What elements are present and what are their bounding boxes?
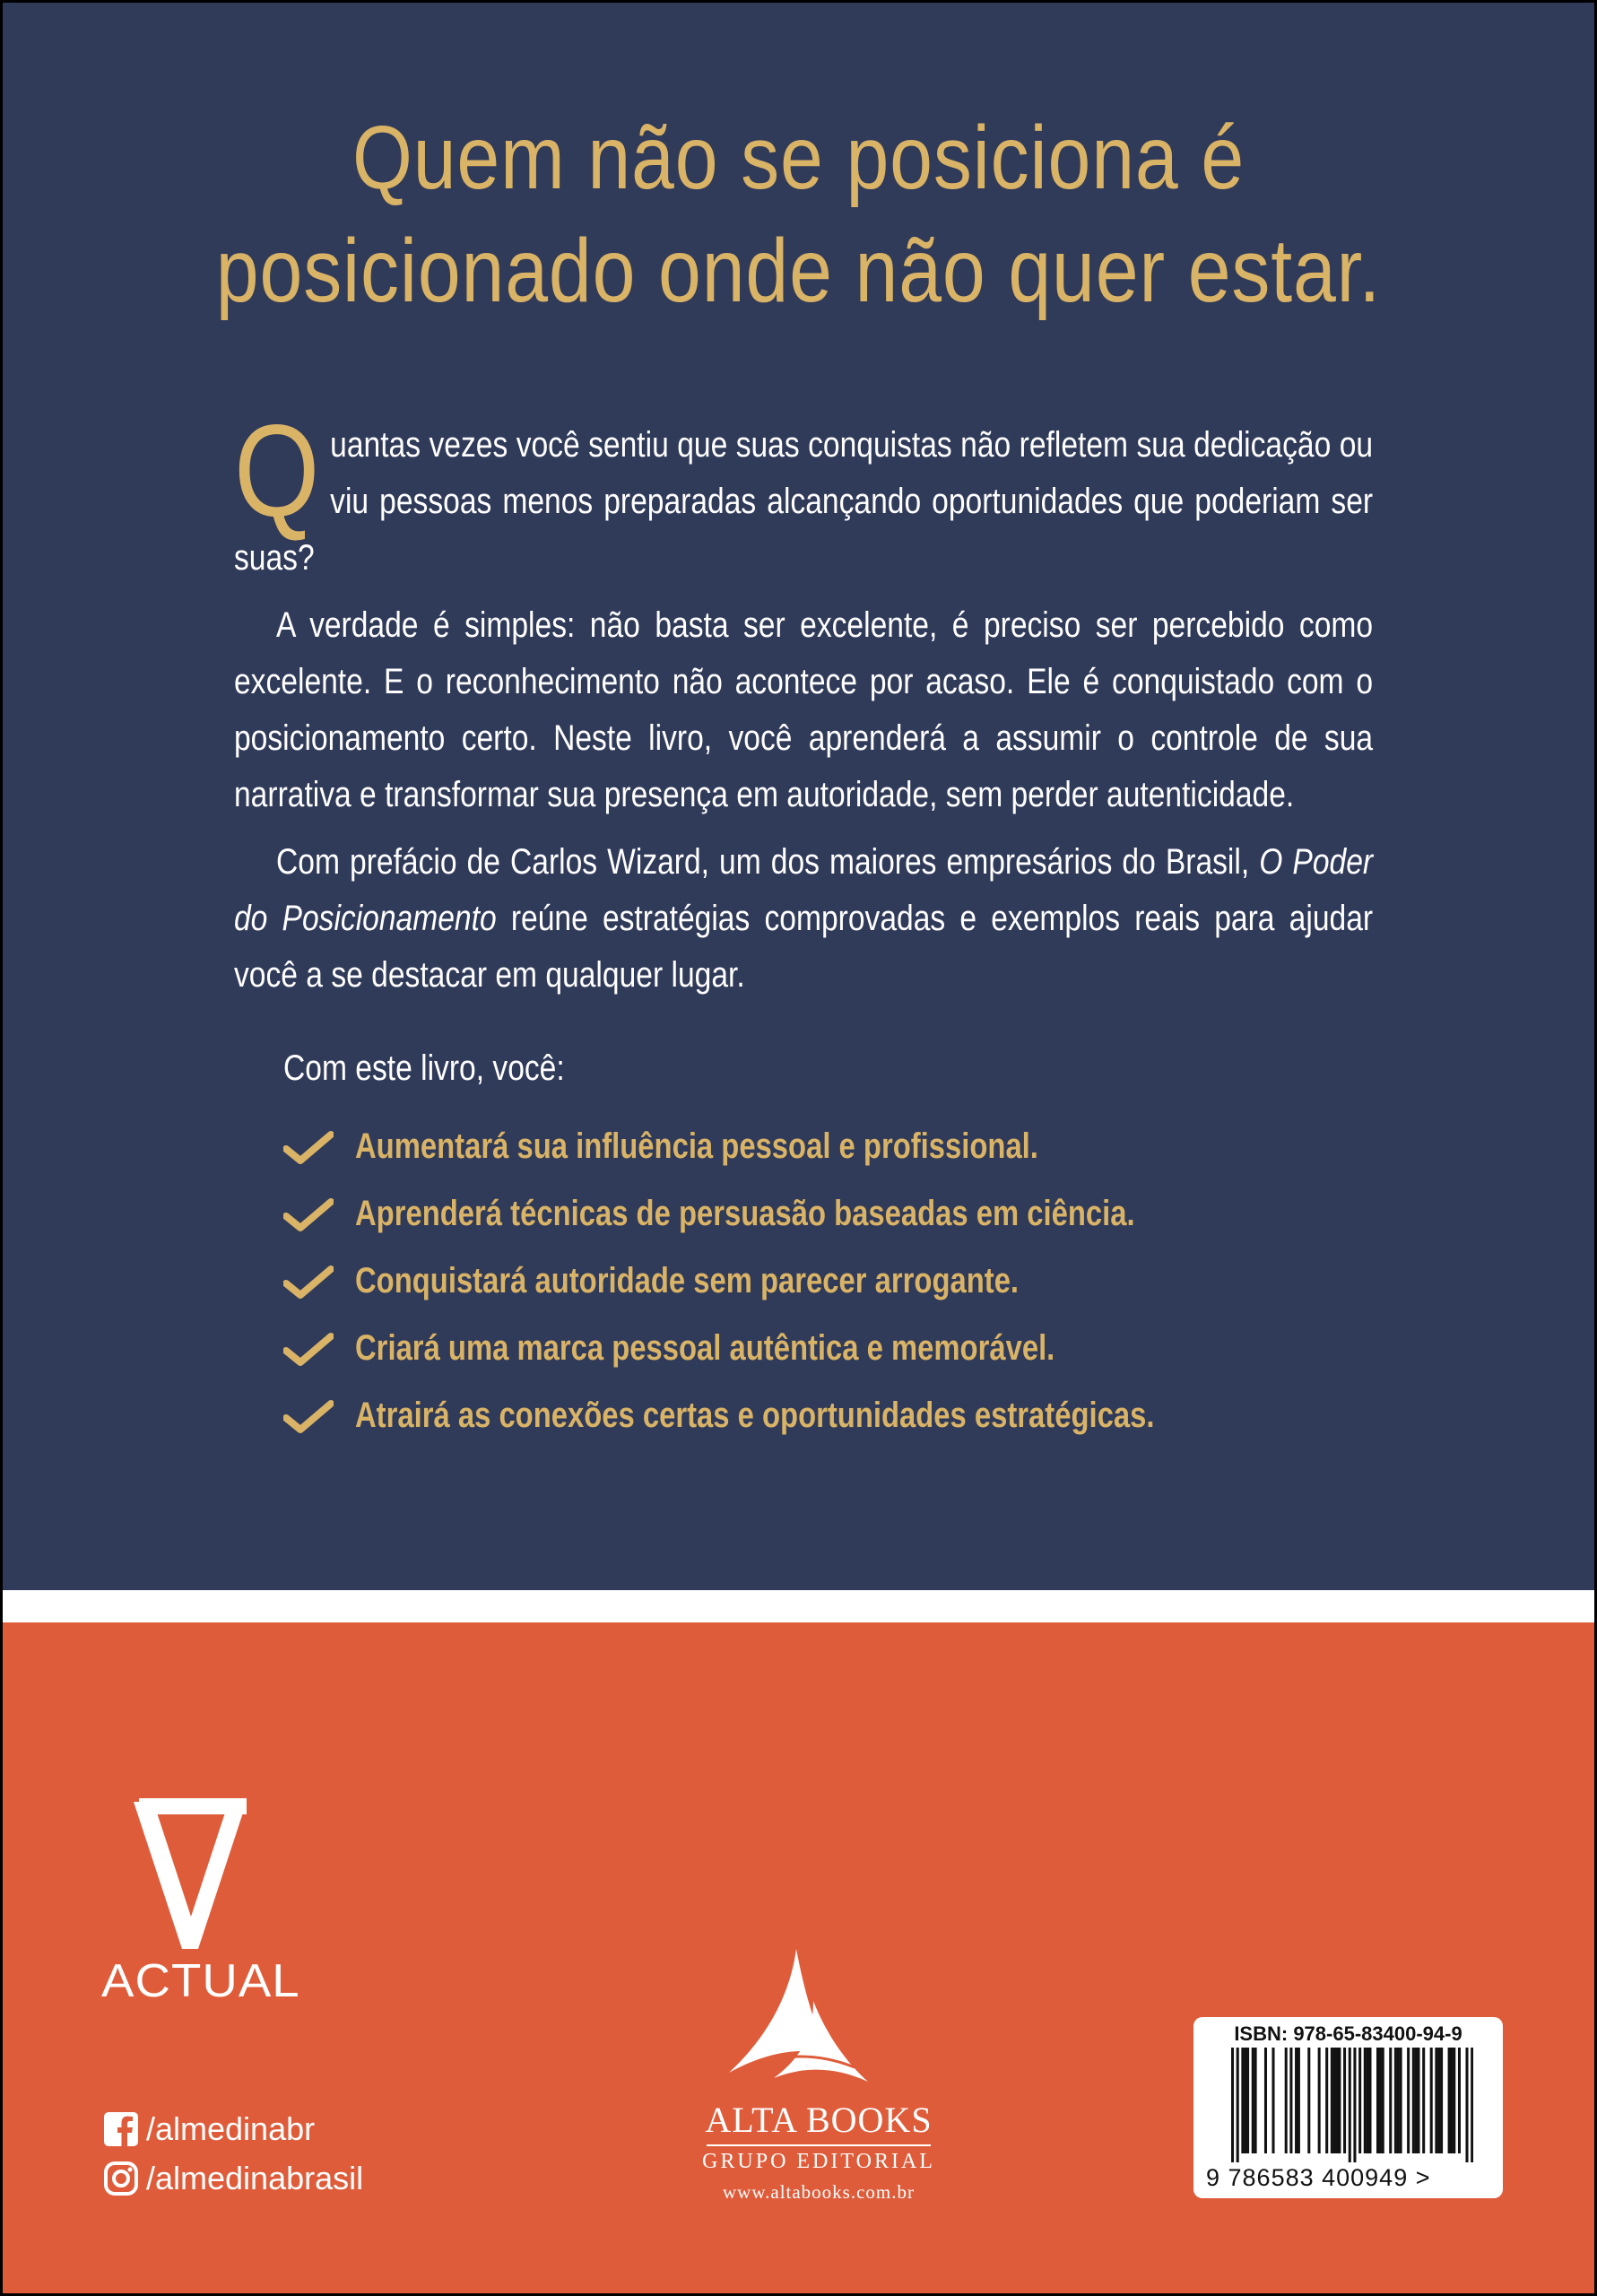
list-item (283, 1180, 1449, 1248)
blurb-paragraph-1 (234, 397, 1374, 587)
barcode-bar (1298, 2048, 1300, 2153)
barcode-bar (1448, 2048, 1451, 2153)
barcode-bar (1389, 2048, 1392, 2153)
book-title: O Poder do Posicionamento (234, 842, 1374, 938)
barcode-bar (1422, 2048, 1425, 2153)
barcode-bar (1394, 2048, 1397, 2153)
barcode-bar (1407, 2048, 1410, 2153)
barcode-bar (1353, 2048, 1356, 2162)
headline-line-1: Quem não se posiciona é (352, 108, 1245, 208)
list-item (283, 1113, 1449, 1180)
barcode-bar (1244, 2048, 1246, 2153)
benefits (283, 1043, 1449, 1449)
instagram-link[interactable] (103, 2160, 363, 2197)
isbn-barcode (1193, 2017, 1503, 2198)
benefits-intro: Com este livro, você: (283, 1048, 565, 1088)
check-icon (283, 1196, 334, 1232)
check-icon (283, 1398, 334, 1434)
check-icon (283, 1264, 334, 1300)
barcode-bar (1252, 2048, 1254, 2153)
list-item (283, 1382, 1449, 1449)
blurb-paragraph-2: A verdade é simples: não basta ser excelente, é preciso ser percebido como excelente. E o reconhecimento não acontece por acaso. Ele é conquistado com o posicionamento certo. Neste livro, você aprenderá a assumir o controle de sua narrativa e transformar sua presença em autoridade, sem perder autenticidade. (234, 605, 1374, 814)
alta-books-url: www.altabooks.com.br (722, 2181, 915, 2203)
facebook-icon (103, 2111, 139, 2147)
barcode-bar (1336, 2048, 1339, 2153)
barcode-bar (1440, 2048, 1443, 2153)
benefit-text: Conquistará autoridade sem parecer arrogante. (355, 1261, 1020, 1300)
actual-logo-icon (128, 1798, 254, 1952)
barcode-bar (1471, 2048, 1473, 2162)
barcode-bar (1231, 2048, 1234, 2162)
isbn-digits: 9 786583 400949 > (1206, 2164, 1431, 2191)
barcode-bar (1458, 2048, 1461, 2153)
list-item (283, 1315, 1449, 1382)
barcode-bar (1272, 2048, 1274, 2153)
blurb-text-1: uantas vezes você sentiu que suas conquistas não refletem sua dedicação ou viu pessoas menos preparadas alcançando oportunidades que poderiam ser suas? (234, 425, 1374, 578)
barcode-bar (1400, 2048, 1402, 2153)
benefit-list (283, 1113, 1449, 1449)
divider-stripe (3, 1590, 1594, 1622)
benefit-text: Criará uma marca pessoal autêntica e memorável. (355, 1328, 1055, 1368)
barcode-bar (1453, 2048, 1455, 2153)
alta-books-logo-icon (720, 1947, 872, 2091)
benefit-text: Aumentará sua influência pessoal e profissional. (355, 1126, 1038, 1166)
barcode-bar (1241, 2048, 1244, 2153)
barcode-bar (1325, 2048, 1328, 2153)
barcode-bar (1435, 2048, 1437, 2153)
barcode-bar (1437, 2048, 1440, 2153)
barcode-bar (1430, 2048, 1433, 2153)
alta-books (666, 2099, 971, 2204)
benefit-text: Aprenderá técnicas de persuasão baseadas em ciência. (355, 1194, 1135, 1233)
barcode-bar (1237, 2048, 1239, 2162)
headline (114, 101, 1483, 327)
facebook-link[interactable] (103, 2110, 315, 2148)
actual-brand: ACTUAL (101, 1955, 300, 2007)
barcode-bar (1246, 2048, 1249, 2153)
barcode-bar (1349, 2048, 1351, 2162)
barcode-bar (1364, 2048, 1367, 2153)
barcode-bar (1285, 2048, 1288, 2153)
barcode-bar (1465, 2048, 1468, 2162)
barcode-bar (1412, 2048, 1415, 2153)
instagram-icon (103, 2161, 139, 2196)
barcode-bar (1368, 2048, 1371, 2153)
isbn-label: ISBN: 978-65-83400-94-9 (1234, 2022, 1462, 2045)
barcode-icon (1231, 2048, 1473, 2162)
barcode-bar (1307, 2048, 1310, 2153)
barcode-bar (1295, 2048, 1298, 2153)
check-icon (283, 1331, 334, 1367)
barcode-bar (1289, 2048, 1292, 2153)
barcode-bar (1376, 2048, 1379, 2153)
instagram-handle: /almedinabrasil (146, 2160, 364, 2196)
barcode-bar (1331, 2048, 1333, 2153)
drop-cap: Q (234, 397, 320, 544)
alta-divider (707, 2144, 931, 2146)
book-back-cover (3, 3, 1594, 2293)
barcode-bar (1318, 2048, 1321, 2153)
barcode-bar (1343, 2048, 1346, 2153)
barcode-bar (1382, 2048, 1384, 2153)
blurb (234, 397, 1374, 1014)
barcode-bar (1264, 2048, 1267, 2153)
barcode-bar (1367, 2048, 1369, 2153)
barcode-bar (1333, 2048, 1336, 2153)
blurb-text-3a: Com prefácio de Carlos Wizard, um dos maiores empresários do Brasil, (276, 842, 1260, 882)
facebook-handle: /almedinabr (146, 2110, 316, 2147)
check-icon (283, 1129, 334, 1165)
alta-books-subtitle: GRUPO EDITORIAL (702, 2150, 935, 2173)
barcode-bar (1417, 2048, 1419, 2153)
blurb-text-3b: reúne estratégias comprovadas e exemplos reais para ajudar você a se destacar em qualquer lugar. (234, 899, 1374, 995)
list-item (283, 1248, 1449, 1315)
blurb-paragraph-3 (234, 834, 1373, 1004)
barcode-bar (1254, 2048, 1257, 2153)
barcode-bar (1415, 2048, 1418, 2153)
benefit-text: Atrairá as conexões certas e oportunidades estratégicas. (355, 1396, 1155, 1435)
barcode-bar (1358, 2048, 1361, 2153)
headline-line-2: posicionado onde não quer estar. (215, 221, 1382, 321)
barcode-bar (1379, 2048, 1382, 2153)
barcode-bar (1338, 2048, 1341, 2153)
barcode-bar (1397, 2048, 1400, 2153)
barcode-bar (1450, 2048, 1453, 2153)
alta-books-name: ALTA BOOKS (705, 2100, 933, 2140)
